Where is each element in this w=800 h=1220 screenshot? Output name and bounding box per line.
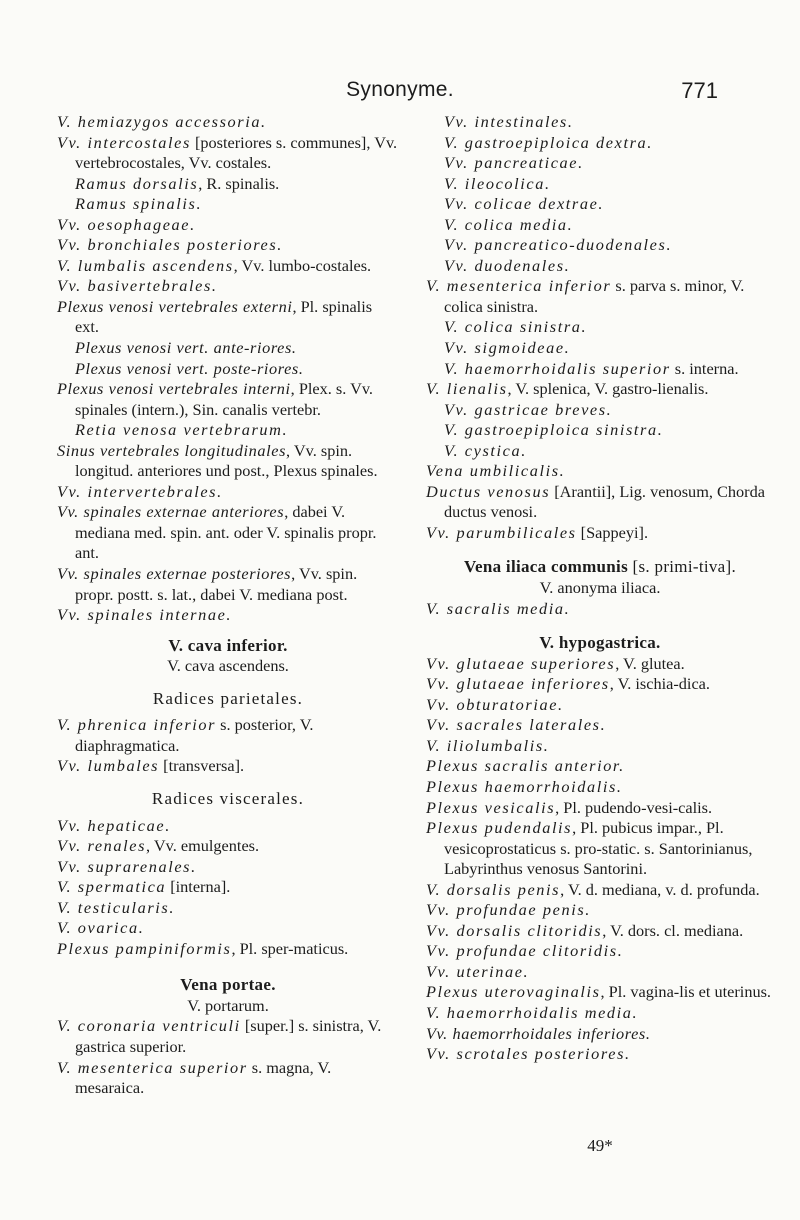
- synonym-entry: [426, 174, 774, 195]
- entry-term: Plexus venosi vertebrales externi: [57, 296, 293, 316]
- left-column: [57, 112, 399, 1099]
- synonym-entry: [57, 256, 399, 277]
- synonym-entry: [57, 898, 399, 919]
- synonym-entry: [426, 215, 774, 236]
- section-heading-iliaca: [426, 557, 774, 578]
- entry-term: Plexus sacralis anterior.: [426, 756, 625, 776]
- entry-term: Plexus venosi vertebrales interni: [57, 379, 291, 399]
- section-subheading-cava: V. cava ascendens.: [167, 656, 289, 676]
- synonym-entry: [426, 317, 774, 338]
- entry-term: Vv. obturatoriae.: [426, 694, 564, 714]
- entry-term: V. lumbalis ascendens: [57, 255, 234, 275]
- synonym-entry: [426, 880, 774, 901]
- synonym-entry: [426, 695, 774, 716]
- synonym-entry: [57, 174, 399, 195]
- synonym-entry: [426, 777, 774, 798]
- synonym-entry: [426, 798, 774, 819]
- entry-term: Vv. colicae dextrae.: [444, 194, 605, 214]
- right-entries: [426, 112, 774, 543]
- synonym-entry: [426, 921, 774, 942]
- section-subheading-portae: V. portarum.: [187, 995, 269, 1015]
- entry-term: V. spermatica: [57, 877, 167, 897]
- right-column: [426, 112, 774, 1065]
- entry-synonyms: [interna].: [166, 877, 231, 897]
- entry-synonyms: , R. spinalis.: [198, 173, 280, 193]
- synonym-entry: [426, 1003, 774, 1024]
- synonym-entry: [57, 379, 399, 420]
- page-header: [0, 78, 800, 108]
- section-heading-portae: Vena portae.: [180, 975, 276, 995]
- synonym-entry: [426, 359, 774, 380]
- synonym-entry: [426, 256, 774, 277]
- synonym-entry: [426, 599, 774, 620]
- synonym-entry: [57, 215, 399, 236]
- synonym-entry: [426, 441, 774, 462]
- entry-synonyms: [Sappeyi].: [576, 522, 649, 542]
- hypogastrica-entries: [426, 654, 774, 1065]
- entry-synonyms: , V. glutea.: [615, 653, 685, 673]
- synonym-entry: [426, 338, 774, 359]
- entry-term: Plexus haemorrhoidalis.: [426, 776, 623, 796]
- parietales-entries: [57, 715, 399, 777]
- entry-term: Vv. profundae clitoridis.: [426, 941, 624, 961]
- entry-synonyms: , Pl. spinalis ext.: [75, 296, 373, 337]
- entry-term: Vv. spinales internae.: [57, 605, 233, 625]
- synonym-entry: [426, 276, 774, 317]
- entry-term: Vv. suprarenales.: [57, 856, 197, 876]
- entry-term: Sinus vertebrales longitudinales: [57, 440, 287, 460]
- synonym-entry: [57, 420, 399, 441]
- entry-term: Vv. sigmoideae.: [444, 338, 571, 358]
- entry-term: Vv. intercostales: [57, 132, 191, 152]
- synonym-entry: [426, 674, 774, 695]
- entry-term: V. phrenica inferior: [57, 715, 217, 735]
- synonym-entry: [426, 235, 774, 256]
- entry-term: Vv. pancreatico-duodenales.: [444, 235, 673, 255]
- synonym-entry: [57, 276, 399, 297]
- entry-synonyms: , Vv. spin. propr. postt. s. lat., dabei V. mediana post.: [75, 564, 358, 604]
- entry-term: V. haemorrhoidalis media.: [426, 1002, 639, 1022]
- entry-synonyms: , V. ischia-dica.: [609, 674, 710, 694]
- entry-term: V. dorsalis penis: [426, 879, 561, 899]
- synonym-entry: [426, 715, 774, 736]
- entry-synonyms: s. magna, V. mesaraica.: [75, 1057, 332, 1098]
- entry-term: V. ovarica.: [57, 918, 145, 938]
- entry-synonyms: , Plex. s. Vv. spinales (intern.), Sin. canalis vertebr.: [75, 379, 373, 419]
- entry-term: Vv. intestinales.: [444, 112, 574, 131]
- entry-synonyms: , Pl. pubicus impar., Pl. vesicoprostaticus s. pro-static. s. Santorinianus, Labyrinthus venosus Santorini.: [444, 818, 753, 879]
- synonym-entry: [57, 235, 399, 256]
- entry-term: Vv. dorsalis clitoridis: [426, 920, 603, 940]
- entry-synonyms: , V. d. mediana, v. d. profunda.: [560, 879, 760, 899]
- synonym-entry: [426, 482, 774, 523]
- synonym-entry: [57, 502, 399, 564]
- synonym-entry: [426, 1044, 774, 1065]
- entry-term: Vv. profundae penis.: [426, 900, 591, 920]
- synonym-entry: [426, 962, 774, 983]
- entry-term: Ductus venosus: [426, 481, 551, 501]
- synonym-entry: [426, 982, 774, 1003]
- entry-term: Vv. parumbilicales: [426, 522, 577, 542]
- entry-synonyms: , Vv. lumbo-costales.: [233, 255, 372, 275]
- portae-entries: [57, 1016, 399, 1098]
- synonym-entry: [57, 715, 399, 756]
- entry-synonyms: , Pl. sper-maticus.: [231, 938, 349, 958]
- entry-term: V. testicularis.: [57, 897, 176, 917]
- entry-synonyms: , dabei V. mediana med. spin. ant. oder V. spinalis propr. ant.: [75, 502, 377, 563]
- entry-term: Ramus dorsalis: [75, 173, 199, 193]
- entry-term: Vv. spinales externae posteriores: [57, 564, 292, 584]
- entry-term: V. colica media.: [444, 214, 574, 234]
- entry-term: Vv. renales: [57, 836, 147, 856]
- entry-term: Vv. intervertebrales.: [57, 481, 223, 501]
- viscerales-entries: [57, 816, 399, 960]
- synonym-entry: [57, 939, 399, 960]
- entry-term: Plexus venosi vert. poste-riores.: [75, 358, 304, 378]
- synonym-entry: [426, 941, 774, 962]
- entry-synonyms: s. posterior, V. diaphragmatica.: [75, 715, 314, 755]
- entry-synonyms: [posteriores s. communes], Vv. vertebrocostales, Vv. costales.: [75, 132, 398, 173]
- entry-term: V. iliolumbalis.: [426, 735, 550, 755]
- iliaca-heading-bold: Vena iliaca communis: [463, 557, 628, 577]
- entry-term: V. ileocolica.: [444, 173, 551, 193]
- subsection-radices-viscerales: Radices viscerales.: [151, 788, 305, 808]
- entry-synonyms: [transversa].: [159, 756, 245, 776]
- entry-synonyms: , Pl. pudendo-vesi-calis.: [555, 797, 713, 817]
- entry-term: Plexus venosi vert. ante-riores.: [75, 338, 297, 358]
- entry-term: V. haemorrhoidalis superior: [444, 358, 671, 378]
- synonym-entry: [57, 918, 399, 939]
- entry-term: V. gastroepiploica sinistra.: [444, 420, 664, 440]
- entry-term: V. mesenterica superior: [57, 1057, 248, 1077]
- entry-term: V. cystica.: [444, 440, 527, 460]
- entry-term: Vv. duodenales.: [444, 255, 571, 275]
- synonym-entry: [57, 359, 399, 380]
- entry-synonyms: , Vv. spin. longitud. anteriores und post., Plexus spinales.: [75, 440, 378, 481]
- entry-term: V. colica sinistra.: [444, 317, 588, 337]
- synonym-entry: [426, 461, 774, 482]
- synonym-entry: [57, 1058, 399, 1099]
- synonym-entry: [57, 564, 399, 605]
- entry-term: Vv. pancreaticae.: [444, 153, 584, 173]
- entry-term: V. hemiazygos accessoria.: [57, 112, 267, 131]
- entry-synonyms: , Vv. emulgentes.: [146, 836, 260, 856]
- section-subheading-iliaca: V. anonyma iliaca.: [539, 578, 661, 598]
- synonym-entry: [426, 736, 774, 757]
- entry-term: Retia venosa vertebrarum.: [75, 420, 289, 440]
- entry-synonyms: , Pl. vagina-lis et uterinus.: [600, 982, 772, 1002]
- synonym-entry: [426, 153, 774, 174]
- entry-term: Ramus spinalis.: [75, 194, 203, 214]
- entry-synonyms: [Arantii], Lig. venosum, Chorda ductus venosi.: [444, 481, 765, 522]
- synonym-entry: [426, 420, 774, 441]
- entry-synonyms: s. interna.: [670, 358, 739, 378]
- signature-mark: 49*: [587, 1136, 613, 1155]
- synonym-entry: [426, 818, 774, 880]
- entry-term: Vv. scrotales posteriores.: [426, 1044, 631, 1064]
- synonym-entry: [57, 482, 399, 503]
- entry-synonyms: , V. splenica, V. gastro-lienalis.: [507, 379, 709, 399]
- entry-term: Vv. glutaeae inferiores: [426, 674, 610, 694]
- section-heading-cava: V. cava inferior.: [168, 635, 288, 655]
- synonym-entry: [57, 297, 399, 338]
- entry-term: Vv. glutaeae superiores: [426, 653, 616, 673]
- synonym-entry: [57, 441, 399, 482]
- entry-term: Vv. oesophageae.: [57, 214, 196, 234]
- entry-term: V. lienalis: [426, 379, 508, 399]
- iliaca-heading-rest: [s. primi-tiva].: [628, 557, 737, 577]
- synonym-entry: [57, 857, 399, 878]
- entry-term: Vena umbilicalis.: [426, 461, 566, 481]
- section-heading-hypogastrica: V. hypogastrica.: [539, 633, 661, 653]
- entry-term: Vv. gastricae breves.: [444, 399, 613, 419]
- iliaca-entries: [426, 599, 774, 620]
- synonym-entry: [57, 605, 399, 626]
- synonym-entry: [426, 379, 774, 400]
- synonym-entry: [57, 194, 399, 215]
- subsection-radices-parietales: Radices parietales.: [152, 688, 304, 708]
- synonym-entry: [426, 756, 774, 777]
- synonym-entry: [57, 836, 399, 857]
- synonym-entry: [426, 112, 774, 133]
- synonym-entry: [426, 900, 774, 921]
- entry-term: Plexus vesicalis: [426, 797, 556, 817]
- synonym-entry: [426, 400, 774, 421]
- entry-term: V. coronaria ventriculi: [57, 1016, 241, 1036]
- synonym-entry: [57, 1016, 399, 1057]
- entry-term: Vv. sacrales laterales.: [426, 715, 607, 735]
- page-number: 771: [681, 78, 718, 103]
- entry-term: Vv. hepaticae.: [57, 815, 171, 835]
- entry-term: V. mesenterica inferior: [426, 276, 612, 296]
- entry-synonyms: s. parva s. minor, V. colica sinistra.: [444, 276, 745, 316]
- left-entries: [57, 112, 399, 626]
- entry-term: V. gastroepiploica dextra.: [444, 132, 653, 152]
- entry-term: Vv. spinales externae anteriores: [57, 502, 285, 522]
- entry-term: Vv. bronchiales posteriores.: [57, 235, 283, 255]
- entry-term: Vv. uterinae.: [426, 961, 530, 981]
- synonym-entry: [426, 654, 774, 675]
- entry-synonyms: [super.] s. sinistra, V. gastrica superior.: [75, 1016, 382, 1056]
- synonym-entry: [426, 194, 774, 215]
- synonym-entry: [57, 112, 399, 133]
- entry-term: Plexus uterovaginalis: [426, 982, 601, 1002]
- entry-term: Plexus pampiniformis: [57, 938, 232, 958]
- entry-term: Vv. basivertebrales.: [57, 276, 218, 296]
- synonym-entry: [57, 338, 399, 359]
- synonym-entry: [57, 756, 399, 777]
- synonym-entry: [57, 133, 399, 174]
- entry-term: Plexus pudendalis: [426, 818, 573, 838]
- entry-term: Vv. haemorrhoidales inferiores.: [426, 1023, 651, 1043]
- synonym-entry: [426, 523, 774, 544]
- entry-synonyms: , V. dors. cl. mediana.: [602, 920, 744, 940]
- synonym-entry: [57, 816, 399, 837]
- running-head: Synonyme.: [346, 78, 454, 101]
- synonym-entry: [57, 877, 399, 898]
- entry-term: V. sacralis media.: [426, 598, 571, 618]
- synonym-entry: [426, 133, 774, 154]
- entry-term: Vv. lumbales: [57, 756, 160, 776]
- synonym-entry: [426, 1024, 774, 1045]
